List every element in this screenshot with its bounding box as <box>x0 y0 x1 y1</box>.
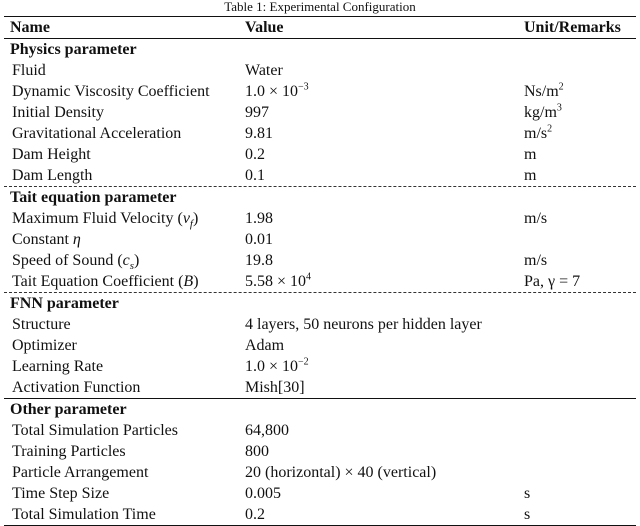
table-row <box>4 271 636 292</box>
table-row <box>4 483 636 504</box>
param-value: 0.2 <box>245 146 265 163</box>
param-name: Maximum Fluid Velocity $(v_f)$ <box>12 210 199 231</box>
param-value: Mish[30] <box>245 379 305 396</box>
table-row <box>4 144 636 165</box>
param-unit: m <box>524 167 537 184</box>
param-unit: m/s <box>524 252 548 269</box>
param-name: Learning Rate <box>12 358 104 375</box>
param-name: Particle Arrangement <box>12 464 149 481</box>
param-unit: s <box>524 506 531 523</box>
param-name: Dynamic Viscosity Coefficient <box>12 83 210 100</box>
table-row <box>4 123 636 144</box>
param-unit: $Ns/m^2$ <box>524 81 564 100</box>
param-value: Water <box>245 62 283 79</box>
section-header-row <box>4 186 636 208</box>
table-row <box>4 60 636 81</box>
section-header-row <box>4 292 636 314</box>
section-title: Tait equation parameter <box>10 189 177 206</box>
param-value: 64,800 <box>245 422 289 439</box>
param-value: 0.005 <box>245 485 281 502</box>
table-row <box>4 165 636 186</box>
param-unit: m/s <box>524 210 548 227</box>
table-row <box>4 314 636 335</box>
param-value: 19.8 <box>245 252 273 269</box>
section-header-row <box>4 398 636 420</box>
param-value: 0.01 <box>245 231 273 248</box>
table-row <box>4 420 636 441</box>
configuration-table <box>4 16 636 526</box>
param-name: Total Simulation Time <box>12 506 156 523</box>
param-unit: $m/s^2$ <box>524 123 553 142</box>
table-row <box>4 441 636 462</box>
table-header-row <box>4 17 636 39</box>
table-row <box>4 229 636 250</box>
param-value: 0.1 <box>245 167 265 184</box>
param-value: 4 layers, 50 neurons per hidden layer <box>245 316 482 333</box>
param-unit: $kg/m^3$ <box>524 102 562 121</box>
param-value: $1.0 \times 10^{-2}$ <box>245 356 309 375</box>
param-value: 1.98 <box>245 210 273 227</box>
section-header-row <box>4 39 636 60</box>
param-name: Structure <box>12 316 71 333</box>
section-title: Physics parameter <box>10 41 137 58</box>
param-name: Time Step Size <box>12 485 110 502</box>
param-name: Dam Height <box>12 146 91 163</box>
table-caption: Table 1: Experimental Configuration <box>224 0 416 14</box>
param-value: 997 <box>245 104 269 121</box>
param-value: 0.2 <box>245 506 265 523</box>
param-name: Speed of Sound $(c_s)$ <box>12 252 140 273</box>
param-name: Total Simulation Particles <box>12 422 178 439</box>
section-title: FNN parameter <box>10 295 119 312</box>
param-value: Adam <box>245 337 285 354</box>
table-row <box>4 208 636 229</box>
param-name: Fluid <box>12 62 46 79</box>
table-row <box>4 356 636 377</box>
header-unit: Unit/Remarks <box>524 19 621 36</box>
section-title: Other parameter <box>10 401 127 418</box>
param-name: Tait Equation Coefficient (B) <box>12 273 199 290</box>
param-name: Dam Length <box>12 167 93 184</box>
param-unit: m <box>524 146 537 163</box>
param-value: 20 (horizontal) × 40 (vertical) <box>245 464 437 481</box>
table-row <box>4 81 636 102</box>
param-value: $5.58 \times 10^4$ <box>245 271 312 290</box>
table-row <box>4 335 636 356</box>
param-unit: s <box>524 485 531 502</box>
param-name: Gravitational Acceleration <box>12 125 182 142</box>
table-row <box>4 377 636 398</box>
param-value: $1.0 \times 10^{-3}$ <box>245 81 309 100</box>
param-name: Optimizer <box>12 337 77 354</box>
param-value: 800 <box>245 443 269 460</box>
table-row <box>4 250 636 271</box>
param-unit: Pa, γ = 7 <box>524 273 581 290</box>
param-name: Activation Function <box>12 379 141 396</box>
param-value: 9.81 <box>245 125 273 142</box>
param-name: Training Particles <box>12 443 126 460</box>
header-value: Value <box>245 19 284 36</box>
param-name: Constant η <box>12 231 81 248</box>
header-name: Name <box>10 19 50 36</box>
table-row <box>4 462 636 483</box>
param-name: Initial Density <box>12 104 104 121</box>
table-row <box>4 102 636 123</box>
